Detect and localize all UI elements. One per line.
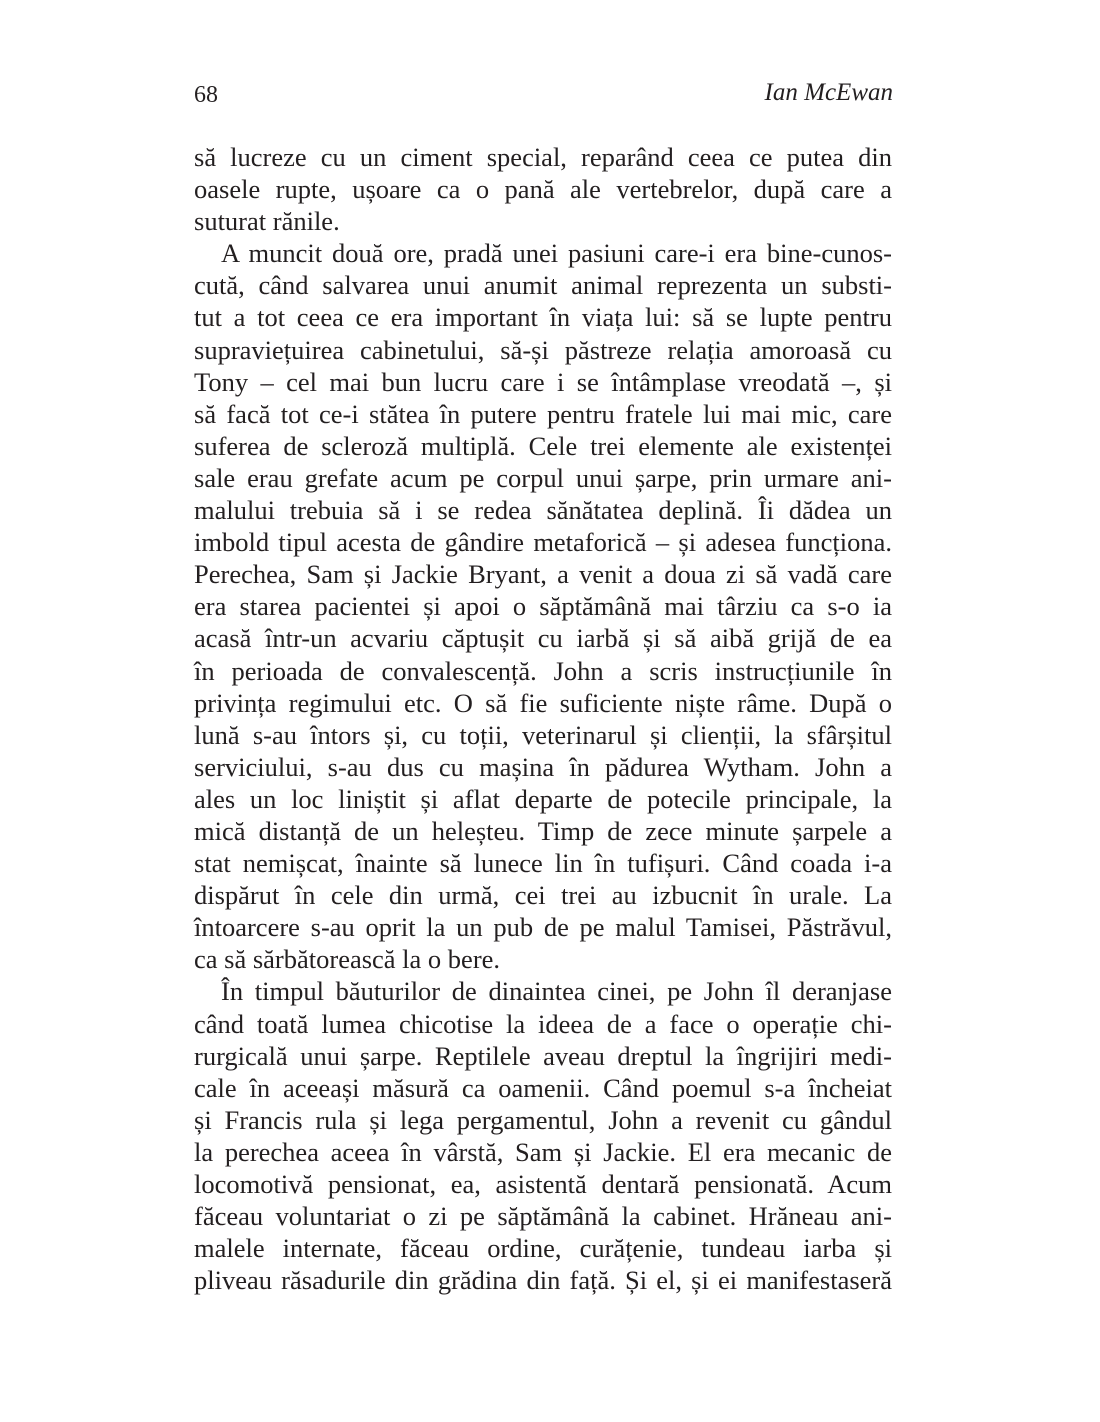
text-line: lună s-au întors și, cu toții, veterinarul și clienții, la sfârșitul <box>194 719 892 750</box>
text-line: În timpul băuturilor de dinaintea cinei, pe John îl deranjase <box>221 976 892 1007</box>
text-line: imbold tipul acesta de gândire metaforică – și adesea funcționa. <box>194 527 892 558</box>
text-line: suferea de scleroză multiplă. Cele trei elemente ale existenței <box>194 430 892 461</box>
text-line: cale în aceeași măsură ca oamenii. Când poemul s-a încheiat <box>194 1072 892 1103</box>
text-line: ales un loc liniștit și aflat departe de potecile principale, la <box>194 783 892 814</box>
text-line: era starea pacientei și apoi o săptămână mai târziu ca s-o ia <box>194 591 892 622</box>
text-line: când toată lumea chicotise la ideea de a face o operație chi- <box>194 1008 892 1039</box>
text-line: tut a tot ceea ce era important în viața lui: să se lupte pentru <box>194 302 892 333</box>
body-text <box>194 141 892 1296</box>
text-line: supraviețuirea cabinetului, să-și păstreze relația amoroasă cu <box>194 334 892 365</box>
paragraph <box>194 975 892 1296</box>
text-line: să facă tot ce-i stătea în putere pentru fratele lui mai mic, care <box>194 398 892 429</box>
text-line: făceau voluntariat o zi pe săptămână la cabinet. Hrăneau ani- <box>194 1201 892 1232</box>
text-line: întoarcere s-au oprit la un pub de pe malul Tamisei, Păstrăvul, <box>194 912 892 943</box>
text-line: malele internate, făceau ordine, curățenie, tundeau iarba și <box>194 1233 892 1264</box>
text-line: la perechea aceea în vârstă, Sam și Jackie. El era mecanic de <box>194 1136 892 1167</box>
text-line: oasele rupte, ușoare ca o pană ale vertebrelor, după care a <box>194 174 892 205</box>
text-line: serviciului, s-au dus cu mașina în pădurea Wytham. John a <box>194 751 892 782</box>
text-line: dispărut în cele din urmă, cei trei au izbucnit în urale. La <box>194 880 892 911</box>
paragraph <box>194 237 892 975</box>
text-line: cută, când salvarea unui anumit animal reprezenta un substi- <box>194 270 892 301</box>
text-line: locomotivă pensionat, ea, asistentă dentară pensionată. Acum <box>194 1169 892 1199</box>
text-line: în perioada de convalescență. John a scris instrucțiunile în <box>194 655 892 686</box>
text-line: suturat rănile. <box>194 206 340 237</box>
text-line: ca să sărbătorească la o bere. <box>194 944 501 975</box>
text-line: sale erau grefate acum pe corpul unui șarpe, prin urmare ani- <box>194 462 892 493</box>
text-line: privința regimului etc. O să fie suficiente niște râme. După o <box>194 687 892 718</box>
text-line: pliveau răsadurile din grădina din față. Și el, și ei manifestaseră <box>194 1265 892 1296</box>
text-line: A muncit două ore, pradă unei pasiuni care-i era bine-cunos- <box>221 238 892 269</box>
text-line: malului trebuia să i se redea sănătatea deplină. Îi dădea un <box>194 495 892 526</box>
text-line: și Francis rula și lega pergamentul, John a revenit cu gândul <box>194 1104 892 1135</box>
running-head-author: Ian McEwan <box>764 79 893 106</box>
text-line: mică distanță de un heleșteu. Timp de zece minute șarpele a <box>194 815 892 846</box>
text-line: Tony – cel mai bun lucru care i se întâmplase vreodată –, și <box>194 366 892 397</box>
text-line: rurgicală unui șarpe. Reptilele aveau dreptul la îngrijiri medi- <box>194 1040 892 1071</box>
text-line: să lucreze cu un ciment special, reparând ceea ce putea din <box>194 142 892 172</box>
paragraph <box>194 141 892 237</box>
page-number: 68 <box>194 82 218 108</box>
text-line: acasă într-un acvariu căptușit cu iarbă și să aibă grijă de ea <box>194 623 892 654</box>
text-line: Perechea, Sam și Jackie Bryant, a venit a doua zi să vadă care <box>194 559 892 590</box>
text-line: stat nemișcat, înainte să lunece lin în tufișuri. Când coada i-a <box>194 848 892 879</box>
